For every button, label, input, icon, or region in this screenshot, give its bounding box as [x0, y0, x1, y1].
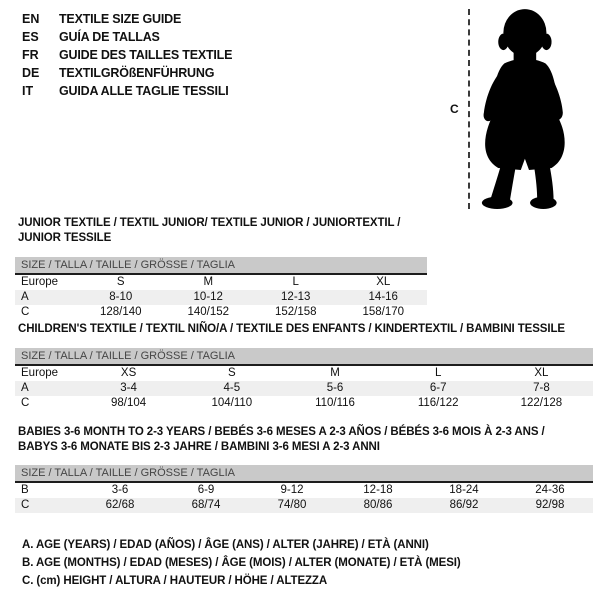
dashed-measure-line — [468, 9, 470, 209]
language-row-en — [22, 10, 232, 28]
junior-textile-section — [15, 216, 427, 320]
size-header-bar: SIZE / TALLA / TAILLE / GRÖSSE / TAGLIA — [15, 465, 593, 483]
size-cell: S — [116, 276, 125, 288]
junior-textile-title: JUNIOR TEXTILE / TEXTIL JUNIOR/ TEXTILE JUNIOR / JUNIORTEXTIL / JUNIOR TESSILE — [18, 217, 401, 244]
size-cell: M — [330, 367, 340, 379]
table-row — [15, 381, 593, 396]
language-text: TEXTILE SIZE GUIDE — [59, 12, 182, 26]
row-label: A — [21, 382, 29, 394]
value-cell: 140/152 — [187, 306, 230, 318]
childrens-textile-table — [15, 348, 593, 411]
value-cell: 10-12 — [193, 291, 223, 303]
value-cell: 74/80 — [277, 499, 307, 511]
language-list — [22, 10, 232, 100]
row-label: A — [21, 291, 29, 303]
babies-textile-table — [15, 465, 593, 513]
value-cell: 24-36 — [535, 484, 565, 496]
value-cell: 68/74 — [191, 499, 221, 511]
language-text: TEXTILGRÖßENFÜHRUNG — [59, 66, 215, 80]
language-code: IT — [22, 84, 34, 98]
value-cell: 62/68 — [105, 499, 135, 511]
value-cell: 14-16 — [368, 291, 398, 303]
value-cell: 12-13 — [281, 291, 311, 303]
footnote-c: C. (cm) HEIGHT / ALTURA / HAUTEUR / HÖHE / ALTEZZA — [22, 575, 328, 587]
language-code: DE — [22, 66, 40, 80]
table-row — [15, 396, 593, 411]
value-cell: 110/116 — [315, 397, 355, 409]
value-cell: 116/122 — [417, 397, 459, 409]
value-cell: 122/128 — [520, 397, 563, 409]
language-code: ES — [22, 30, 39, 44]
size-cell: XL — [376, 276, 391, 288]
value-cell: 5-6 — [326, 382, 344, 394]
childrens-textile-title: CHILDREN'S TEXTILE / TEXTIL NIÑO/A / TEXTILE DES ENFANTS / KINDERTEXTIL / BAMBINI TESSILE — [18, 323, 565, 335]
table-row — [15, 366, 593, 381]
value-cell: 86/92 — [449, 499, 479, 511]
value-cell: 7-8 — [533, 382, 550, 394]
language-row-de — [22, 64, 232, 82]
language-code: EN — [22, 12, 40, 26]
table-row — [15, 483, 593, 498]
value-cell: 6-7 — [429, 382, 447, 394]
value-cell: 152/158 — [274, 306, 317, 318]
language-code: FR — [22, 48, 39, 62]
size-cell: XL — [534, 367, 549, 379]
height-measure-label: C — [450, 101, 459, 116]
toddler-silhouette — [477, 6, 581, 211]
value-cell: 12-18 — [363, 484, 393, 496]
value-cell: 6-9 — [197, 484, 215, 496]
size-cell: M — [203, 276, 214, 288]
size-header-bar: SIZE / TALLA / TAILLE / GRÖSSE / TAGLIA — [15, 257, 427, 275]
value-cell: 92/98 — [535, 499, 565, 511]
table-row — [15, 290, 427, 305]
value-cell: 18-24 — [449, 484, 479, 496]
value-cell: 128/140 — [99, 306, 142, 318]
footnote-b: B. AGE (MONTHS) / EDAD (MESES) / ÂGE (MOIS) / ALTER (MONATE) / ETÀ (MESI) — [22, 557, 461, 569]
language-text: GUIDA ALLE TAGLIE TESSILI — [59, 84, 229, 98]
junior-textile-table — [15, 257, 427, 320]
footnote-a: A. AGE (YEARS) / EDAD (AÑOS) / ÂGE (ANS) / ALTER (JAHRE) / ETÀ (ANNI) — [22, 539, 429, 551]
size-cell: L — [435, 367, 442, 379]
language-row-it — [22, 82, 232, 100]
language-row-fr — [22, 46, 232, 64]
row-label: C — [21, 499, 30, 511]
table-row — [15, 275, 427, 290]
size-cell: XS — [120, 367, 137, 379]
table-row — [15, 305, 427, 320]
row-label: C — [21, 397, 30, 409]
childrens-textile-section — [15, 322, 593, 411]
language-row-es — [22, 28, 232, 46]
value-cell: 8-10 — [109, 291, 133, 303]
row-label: C — [21, 306, 30, 318]
size-cell: S — [227, 367, 236, 379]
babies-textile-section — [15, 425, 593, 513]
table-row — [15, 498, 593, 513]
size-header-bar: SIZE / TALLA / TAILLE / GRÖSSE / TAGLIA — [15, 348, 593, 366]
footnotes — [22, 536, 461, 590]
value-cell: 158/170 — [362, 306, 405, 318]
value-cell: 3-6 — [111, 484, 129, 496]
value-cell: 4-5 — [223, 382, 241, 394]
value-cell: 3-4 — [120, 382, 137, 394]
babies-title-line1: BABIES 3-6 MONTH TO 2-3 YEARS / BEBÉS 3-6 MESES A 2-3 AÑOS / BÉBÉS 3-6 MOIS À 2-3 ANS / — [18, 426, 545, 438]
value-cell: 80/86 — [363, 499, 393, 511]
size-cell: L — [292, 276, 299, 288]
value-cell: 104/110 — [211, 397, 253, 409]
babies-title-line2: BABYS 3-6 MONATE BIS 2-3 JAHRE / BAMBINI 3-6 MESI A 2-3 ANNI — [18, 441, 380, 453]
row-label: B — [21, 484, 29, 496]
row-label: Europe — [21, 276, 59, 288]
language-text: GUIDE DES TAILLES TEXTILE — [59, 48, 233, 62]
value-cell: 98/104 — [111, 397, 147, 409]
language-text: GUÍA DE TALLAS — [59, 30, 160, 44]
value-cell: 9-12 — [280, 484, 304, 496]
row-label: Europe — [21, 367, 59, 379]
height-measure-figure — [450, 6, 581, 211]
